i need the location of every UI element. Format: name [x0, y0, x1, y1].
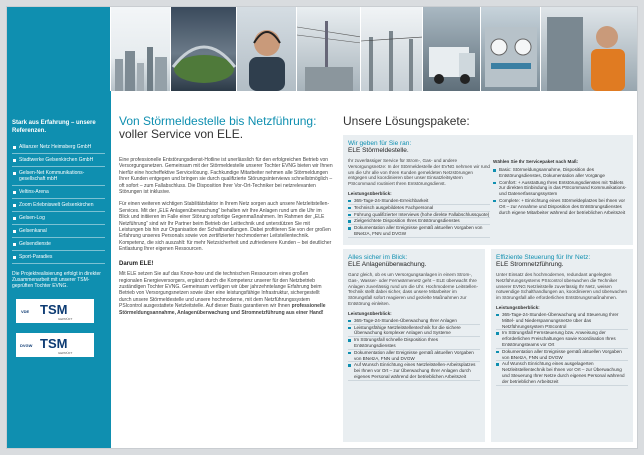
package-description: Ihr zuverlässiger Service für Strom-, Gas- und andere Versorgungsnetze: In der Störmeldestelle der EVNG nehmen wir rund um die Uhr alle von Ihren Kunden gemeldeten Netzstörungen entgegen und koordinieren über unser Einsatzleitsystem PSIcommand routiniert Ihren Entstörungsdienst.: [348, 158, 490, 187]
feature-item: Im Störungsfall Fernsteuerung bzw. Anweisung der erforderlichen Freischaltungen sowie Koordination Ihres Entstörungsteams vor Ort: [496, 330, 628, 348]
package-title: ELE Anlagenüberwachung.: [348, 261, 427, 268]
why-ele-highlight: professionelle Störmeldungsannahme, Anlagenüberwachung und Stromnetzführung aus einer Hand!: [119, 303, 326, 316]
operator-image: [237, 7, 297, 91]
tsm-logo-sub: GEPRÜFT: [58, 351, 73, 355]
references-sidebar: [7, 91, 111, 449]
tier-basic: Basic: Störmeldungsannahme, Disposition des Entstörungsdienstes, Dokumentation aller Vorgänge: [493, 167, 629, 179]
package-features: [496, 312, 628, 386]
service-intro-column: [119, 115, 333, 322]
package-features: [348, 198, 490, 238]
feature-item: Technisch ausgebildetes Fachpersonal: [348, 205, 490, 212]
stoermeldestelle-main: [348, 140, 490, 238]
intro-paragraph: Eine professionelle Entstörungsdienst-Hotline ist unerlässlich für den erfolgreichen Betrieb von Versorgungsnetzen. Gemeinsam mit der Störmeldestelle unserer Tochter EVNG bieten wir Ihnen hierfür eine hocheffektive Servicelösung. Fachkundige Mitarbeiter nehmen alle Störmeldungen Ihrer Kunden entgegen und bringen sie durch qualifizierte Störungsinterviews schnellstmöglich – oft sofort – zum Fallabschluss. Die Disposition Ihrer Vor-Ort-Techniker bei netzrelevanten Störungen ist inklusive.: [119, 157, 333, 196]
service-tiers-heading: Wählen Sie Ihr Servicepaket nach Maß:: [493, 159, 579, 164]
dvgw-logo-prefix: DVGW: [20, 343, 33, 348]
stadium-image: [171, 7, 237, 91]
feature-item: Auf Wunsch Einrichtung eines Netzleitstellen-Arbeitsplatzes bei Ihnen vor Ort – zur Überwachung Ihrer Anlagen durch eigenes Personal während der betrieblichen Arbeitszeit: [348, 362, 480, 380]
vde-tsm-logo: [16, 299, 94, 323]
reference-item: Stadtwerke Gelsenkirchen GmbH: [12, 154, 105, 167]
reference-item: Zoom Erlebniswelt Gelsenkirchen: [12, 199, 105, 212]
photo-truck: [423, 7, 481, 91]
feature-item: 365-Tage-24-Stunden-Überwachung Ihrer Anlagen: [348, 318, 480, 325]
package-stoermeldestelle: [343, 135, 633, 245]
feature-item: Leistungsfähige Netzleitstellentechnik für die sichere Überwachung komplexer Anlagen und Systeme: [348, 325, 480, 338]
reference-item: Sport-Paradies: [12, 251, 105, 264]
package-anlagenueberwachung: [343, 249, 485, 442]
photo-strip: [7, 7, 638, 91]
photo-substation: [361, 7, 423, 91]
reference-item: Gelsen-Log: [12, 212, 105, 225]
intro-paragraph: Für einen weiteren wichtigen Stabilitätsfaktor in Ihrem Netz sorgen auch unsere Netzleitstellen-Services. Mit der „ELE Anlagenüberwachung“ behalten wir Ihre Anlagen rund um die Uhr im Blick und initiieren im Falle einer Störung sofortige Gegenmaßnahmen. Im Rahmen der „ELE Netzführung“ sind wir Ihr Partner beim Betrieb der Leittechnik und unterstützen Sie mit Leistungen bis hin zur Organisation der Schalthandlungen. Dabei profitieren Sie von der großen Erfahrung unseres Personals sowie von zertifizierter hochmoderner Leitstellentechnik. Kompetenz, die sich auszahlt: für mehr Netzsicherheit und zufriedenere Kunden – bei deutlicher Entlastung Ihrer eigenen Ressourcen.: [119, 201, 332, 253]
intro-heading-line2: voller Service von ELE.: [119, 127, 244, 141]
brochure-page: [6, 6, 638, 449]
technician-image: [541, 7, 638, 91]
service-tiers: [493, 159, 629, 216]
why-ele-text: Mit ELE setzen Sie auf das Know-how und die technischen Ressourcen eines großen regionalen Energieversorgers, ergänzt durch die Kompetenz unserer für den Netzbetrieb zuständigen Tochter EVNG. Gemeinsam verfügen wir über jahrzehntelange Erfahrung beim Betrieb von Versorgungsnetzen sowie über eine leistungsfähige Infrastruktur, sichergestellt durch unsere Störmeldestelle und unsere hochmoderne, mit dem Netzführungssystem PSIcontrol ausgestattete Netzleitstelle. Auf dieser Basis garantieren wir Ihnen: [119, 271, 322, 310]
intro-heading-line1: Von Störmeldestelle bis Netzführung:: [119, 114, 317, 128]
package-title: ELE Störmeldestelle.: [348, 147, 409, 154]
gauges-image: [481, 7, 541, 91]
feature-item: 365-Tage-24-Stunden-Überwachung und Steuerung Ihrer Mittel- und Niederspannungsnetze über das Netzführungssystem PSIcontrol: [496, 312, 628, 330]
photo-teal-block: [7, 7, 111, 91]
references-heading: Stark aus Erfahrung – unsere Referenzen.: [12, 120, 96, 134]
substation-image: [361, 7, 423, 91]
truck-image: [423, 7, 481, 91]
reference-item: Veltins-Arena: [12, 186, 105, 199]
why-ele-paragraph: [119, 271, 333, 316]
feature-item: Im Störungsfall schnelle Disposition Ihres Entstörungsdienstes: [348, 337, 480, 350]
dvgw-tsm-logo: [16, 333, 94, 357]
feature-item: Dokumentation aller Ereignisse gemäß aktuellen Vorgaben von BNetzA, FNN und DVGW: [348, 350, 480, 363]
photo-gauges: [481, 7, 541, 91]
photo-stadium: [171, 7, 237, 91]
powerlines-image: [297, 7, 361, 91]
references-note: Die Projektrealisierung erfolgt in direkter Zusammenarbeit mit unserer TSM-geprüften Tochter EVNG.: [12, 271, 101, 289]
photo-skyline: [111, 7, 171, 91]
photo-powerlines: [297, 7, 361, 91]
why-ele-heading: Darum ELE!: [119, 260, 154, 267]
package-list-heading: Leistungsüberblick:: [348, 190, 392, 196]
vde-logo-prefix: VDE: [21, 309, 30, 314]
package-kicker: Alles sicher im Blick:: [348, 254, 408, 261]
package-list-heading: Leistungsüberblick:: [348, 310, 392, 316]
intro-body: [119, 157, 333, 316]
package-stromnetzfuehrung: [491, 249, 633, 442]
reference-item: Gelsenkanal: [12, 225, 105, 238]
photo-technician: [541, 7, 638, 91]
tsm-logo-text: TSM: [40, 336, 68, 351]
photo-operator: [237, 7, 297, 91]
reference-item: Allianzer Netz Heimsberg GmbH: [12, 141, 105, 154]
packages-heading: Unsere Lösungspakete:: [343, 114, 470, 128]
feature-item: Führung qualifizierter Interviews (hohe direkte Fallabschlussquote): [348, 212, 490, 219]
references-list: [12, 141, 111, 264]
package-description: Unter Einsatz des hochmodernen, redundant angelegten Netzführungssystems PSIcontrol überwachen die Techniker unserer EVNG Netzleitstelle zuverlässig Ihr Netz, weisen notwendige Schalthandlungen an, koordinieren und überwachen im Störungsfall alle erforderlichen Entstörungsmaßnahmen.: [496, 272, 628, 301]
reference-item: Gelsendienste: [12, 238, 105, 251]
reference-item: Gelsen-Net Kommunikations-gesellschaft mbH: [12, 167, 105, 186]
feature-item: Zielgerichtete Disposition Ihres Entstörungsdienstes: [348, 218, 490, 225]
package-list-heading: Leistungsüberblick:: [496, 304, 540, 310]
skyline-image: [111, 7, 171, 91]
package-kicker: Wir geben für Sie ran:: [348, 140, 412, 147]
feature-item: 365-Tage-24-Stunden-Erreichbarkeit: [348, 198, 490, 205]
tsm-logo-text: TSM: [40, 302, 68, 317]
tier-complete: Complete: + Einrichtung eines Störmeldeplatzes bei Ihnen vor Ort – zur Annahme und Disposition des Entstörungsdienstes durch eigene Mitarbeiter während der betrieblichen Arbeitszeit: [493, 198, 629, 215]
tier-comfort: Comfort: + Ausstattung Ihres Entstörungsdienstes mit Tablets zur direkten Einbindung in das PSIcommand Kommunikations- und Datenerfassungssystem: [493, 180, 629, 197]
package-title: ELE Stromnetzführung.: [496, 261, 564, 268]
feature-item: Dokumentation aller Ereignisse gemäß aktuellen Vorgaben von BNetzA, FNN und DVGW: [496, 349, 628, 362]
feature-item: Auf Wunsch Einrichtung eines ausgelagerten Netzleitstellentechnik bei Ihnen vor Ort – zur Überwachung und Steuerung Ihrer Netze durch eigenes Personal während der betrieblichen Arbeitszeit: [496, 361, 628, 385]
tsm-logo-sub: GEPRÜFT: [58, 317, 73, 321]
packages-column: [343, 115, 633, 128]
feature-item: Dokumentation aller Ereignisse gemäß aktuellen Vorgaben von BNetzA, FNN und DVGW: [348, 225, 490, 238]
package-features: [348, 318, 480, 381]
package-description: Ganz gleich, ob es um Versorgungsanlagen in einem Strom-, Gas-, Wasser- oder Fernwärmenetz geht – ELE überwacht Ihre Anlagen zuverlässig rund um die Uhr. Hochmoderne Leitstellen-Technik stellt dabei sicher, dass unsere Mitarbeiter im Störungsfall sofort reagieren und gezielte Maßnahmen zur Entstörung einleiten.: [348, 272, 478, 306]
package-kicker: Effiziente Steuerung für Ihr Netz:: [496, 254, 591, 261]
